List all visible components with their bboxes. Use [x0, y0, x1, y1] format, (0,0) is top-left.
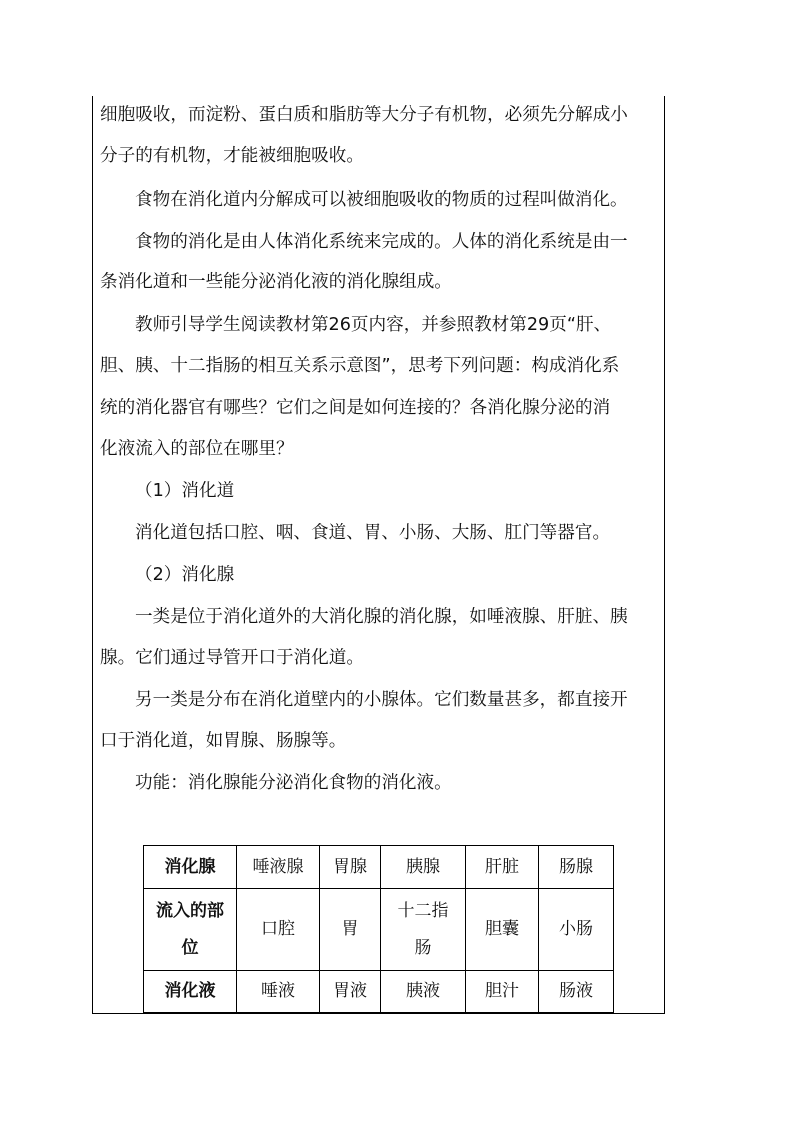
digestive-glands-table [143, 845, 614, 1013]
paragraph-small-glands-1: 另一类是分布在消化道壁内的小腺体。它们数量甚多，都直接开 [135, 690, 628, 710]
table-cell: 肠液 [539, 971, 614, 1013]
table-row-juices [144, 971, 614, 1013]
table-header-flow-site-line1: 流入的部 [156, 900, 224, 921]
paragraph-digestion-definition: 食物在消化道内分解成可以被细胞吸收的物质的过程叫做消化。 [135, 190, 628, 210]
table-cell: 胰液 [381, 971, 466, 1013]
table-cell [381, 889, 466, 971]
table-cell: 唾液腺 [237, 846, 320, 889]
paragraph-digestive-system-2: 条消化道和一些能分泌消化液的消化腺组成。 [100, 272, 452, 292]
paragraph-teacher-guide-2: 胆、胰、十二指肠的相互关系示意图”，思考下列问题：构成消化系 [100, 356, 620, 376]
table-cell: 胆汁 [466, 971, 539, 1013]
paragraph-line-1: 细胞吸收，而淀粉、蛋白质和脂肪等大分子有机物，必须先分解成小 [100, 105, 628, 125]
table-cell: 唾液 [237, 971, 320, 1013]
table-cell: 肠腺 [539, 846, 614, 889]
table-cell: 口腔 [237, 889, 320, 971]
table-header-flow-site [144, 889, 237, 971]
table-cell: 胃液 [320, 971, 381, 1013]
table-header-gland: 消化腺 [144, 846, 237, 889]
table-cell-line1: 十二指 [397, 900, 449, 921]
paragraph-digestive-system-1: 食物的消化是由人体消化系统来完成的。人体的消化系统是由一 [135, 232, 628, 252]
paragraph-small-glands-2: 口于消化道，如胃腺、肠腺等。 [100, 731, 347, 751]
table-cell: 小肠 [539, 889, 614, 971]
table-cell: 胰腺 [381, 846, 466, 889]
table-cell: 胆囊 [466, 889, 539, 971]
paragraph-large-glands-1: 一类是位于消化道外的大消化腺的消化腺，如唾液腺、肝脏、胰 [135, 607, 628, 627]
paragraph-teacher-guide-3: 统的消化器官有哪些？它们之间是如何连接的？各消化腺分泌的消 [100, 398, 611, 418]
table-cell: 肝脏 [466, 846, 539, 889]
paragraph-line-2: 分子的有机物，才能被细胞吸收。 [100, 146, 364, 166]
heading-digestive-tract: （1）消化道 [135, 481, 235, 501]
paragraph-teacher-guide-1: 教师引导学生阅读教材第26页内容，并参照教材第29页“肝、 [135, 315, 612, 335]
paragraph-teacher-guide-4: 化液流入的部位在哪里？ [100, 439, 294, 459]
table-row-glands [144, 846, 614, 889]
paragraph-function: 功能：消化腺能分泌消化食物的消化液。 [135, 773, 452, 793]
table-cell-line2: 肠 [414, 937, 432, 958]
paragraph-large-glands-2: 腺。它们通过导管开口于消化道。 [100, 648, 364, 668]
paragraph-digestive-tract: 消化道包括口腔、咽、食道、胃、小肠、大肠、肛门等器官。 [135, 523, 611, 543]
table-header-flow-site-line2: 位 [181, 937, 199, 958]
heading-digestive-glands: （2）消化腺 [135, 565, 235, 585]
table-cell: 胃 [320, 889, 381, 971]
table-cell: 胃腺 [320, 846, 381, 889]
table-row-flow-site [144, 889, 614, 971]
table-header-juice: 消化液 [144, 971, 237, 1013]
